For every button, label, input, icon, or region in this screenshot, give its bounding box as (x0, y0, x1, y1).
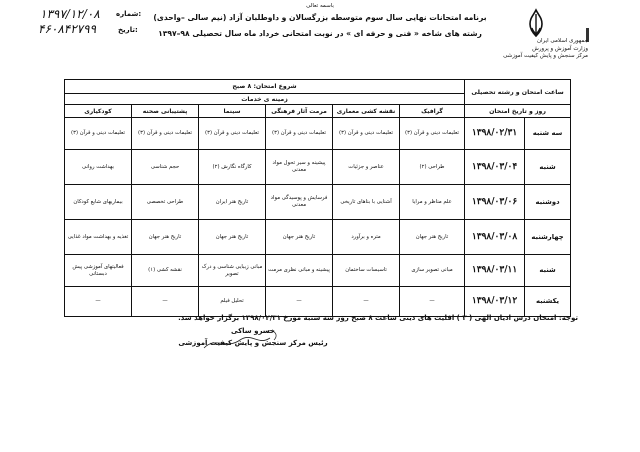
signature-block (178, 325, 328, 349)
row-day: شنبه (525, 255, 571, 287)
iran-emblem-icon (524, 8, 548, 38)
title-line-2: رشته های شاخه « فنی و حرفه ای » در نوبت امتحانی خرداد ماه سال تحصیلی ۹۸–۱۳۹۷ (158, 29, 482, 38)
exam-cell: تعلیمات دینی و قرآن (۳) (65, 118, 132, 150)
row-date: ۱۳۹۸/۰۳/۰۴ (465, 150, 525, 185)
row-date: ۱۳۹۸/۰۳/۰۶ (465, 185, 525, 220)
exam-cell: تاریخ هنر جهان (400, 220, 465, 255)
table-row (65, 185, 571, 220)
bismillah: باسمه تعالی (306, 3, 334, 9)
exam-cell: پیشینه و سیر تحول مواد معدنی (266, 150, 333, 185)
exam-schedule-table (64, 79, 571, 317)
exam-cell: کارگاه نگارش (۲) (199, 150, 266, 185)
table-row (65, 255, 571, 287)
number-value: ۱۳۹۷/۱۲/۰۸ (40, 7, 100, 21)
footnote: توجه: امتحان درس ادیان الهی ( ۳ ) اقلیت های دینی ساعت ۸ صبح روز سه شنبه مورخ ۱۳۹۸/۰۲/۳۱ برگزار خواهد شد. (178, 314, 578, 322)
exam-cell: طراحی تخصصی (132, 185, 199, 220)
exam-cell: پیشینه و مبانی نظری مرمت (266, 255, 333, 287)
number-label: شماره: (116, 10, 142, 18)
exam-cell: مبانی زیبایی شناسی و درک تصویر (199, 255, 266, 287)
table-row (65, 287, 571, 317)
title-block (150, 2, 490, 42)
title-line-1: برنامه امتحانات نهایی سال سوم متوسطه بزرگسالان و داوطلبان آزاد (نیم سالی –واحدی) (153, 13, 487, 22)
exam-cell: حجم شناسی (132, 150, 199, 185)
exam-cell: مبانی تصویر سازی (400, 255, 465, 287)
exam-cell: — (266, 287, 333, 317)
signer-title: رئیس مرکز سنجش و پایش کیفیت آموزشی (178, 339, 328, 347)
exam-cell: تعلیمات دینی و قرآن (۳) (333, 118, 400, 150)
table-row (65, 150, 571, 185)
exam-cell: متره و برآورد (333, 220, 400, 255)
exam-cell: — (400, 287, 465, 317)
exam-cell: تعلیمات دینی و قرآن (۳) (266, 118, 333, 150)
exam-cell: تعلیمات دینی و قرآن (۳) (400, 118, 465, 150)
org-line-2: وزارت آموزش و پرورش (532, 45, 588, 52)
date-value: ۴۶۰۸۴۲۷۹۹ (38, 22, 97, 36)
exam-cell: آشنایی با بناهای تاریخی (333, 185, 400, 220)
head-time-field: ساعت امتحان و رشته تحصیلی (465, 80, 571, 105)
column-header: گرافیک (400, 105, 465, 118)
date-label: تاریخ: (118, 26, 138, 34)
head-day-date: روز و تاریخ امتحان (465, 105, 571, 118)
row-day: چهارشنبه (525, 220, 571, 255)
field-group: زمینه ی خدمات (65, 94, 465, 105)
exam-cell: — (132, 287, 199, 317)
row-date: ۱۳۹۸/۰۳/۱۱ (465, 255, 525, 287)
exam-cell: طراحی (۲) (400, 150, 465, 185)
exam-cell: تحلیل فیلم (199, 287, 266, 317)
column-header: کودکیاری (65, 105, 132, 118)
exam-cell: — (65, 287, 132, 317)
start-time: شروع امتحان: ۸ صبح (65, 80, 465, 94)
exam-cell: عناصر و جزئیات (333, 150, 400, 185)
column-header: پشتیبانی صحنه (132, 105, 199, 118)
exam-cell: بیماریهای شایع کودکان (65, 185, 132, 220)
signer-name: خسرو ساکی (231, 327, 275, 335)
row-day: سه شنبه (525, 118, 571, 150)
row-date: ۱۳۹۸/۰۲/۳۱ (465, 118, 525, 150)
row-day: دوشنبه (525, 185, 571, 220)
exam-cell: تاریخ هنر جهان (199, 220, 266, 255)
row-day: شنبه (525, 150, 571, 185)
column-header: سینما (199, 105, 266, 118)
exam-cell: فعالیتهای آموزشی پیش دبستانی (65, 255, 132, 287)
exam-cell: علم مناظر و مرایا (400, 185, 465, 220)
exam-cell: تعلیمات دینی و قرآن (۳) (199, 118, 266, 150)
organization-block (484, 38, 588, 61)
exam-cell: تاریخ هنر ایران (199, 185, 266, 220)
column-header: مرمت آثار فرهنگی (266, 105, 333, 118)
exam-cell: فرسایش و پوسیدگی مواد معدنی (266, 185, 333, 220)
org-line-1: جمهوری اسلامی ایران (536, 38, 588, 44)
org-line-3: مرکز سنجش و پایش کیفیت آموزشی (503, 53, 588, 59)
exam-cell: تاریخ هنر جهان (132, 220, 199, 255)
exam-cell: تاسیسات ساختمان (333, 255, 400, 287)
row-date: ۱۳۹۸/۰۳/۱۲ (465, 287, 525, 317)
table-row (65, 220, 571, 255)
exam-cell: — (333, 287, 400, 317)
exam-cell: نقشه کشی (۱) (132, 255, 199, 287)
column-header: نقشه کشی معماری (333, 105, 400, 118)
table-row (65, 118, 571, 150)
exam-cell: بهداشت روانی (65, 150, 132, 185)
exam-cell: تعلیمات دینی و قرآن (۳) (132, 118, 199, 150)
row-date: ۱۳۹۸/۰۳/۰۸ (465, 220, 525, 255)
row-day: یکشنبه (525, 287, 571, 317)
exam-cell: تغذیه و بهداشت مواد غذایی (65, 220, 132, 255)
exam-cell: تاریخ هنر جهان (266, 220, 333, 255)
